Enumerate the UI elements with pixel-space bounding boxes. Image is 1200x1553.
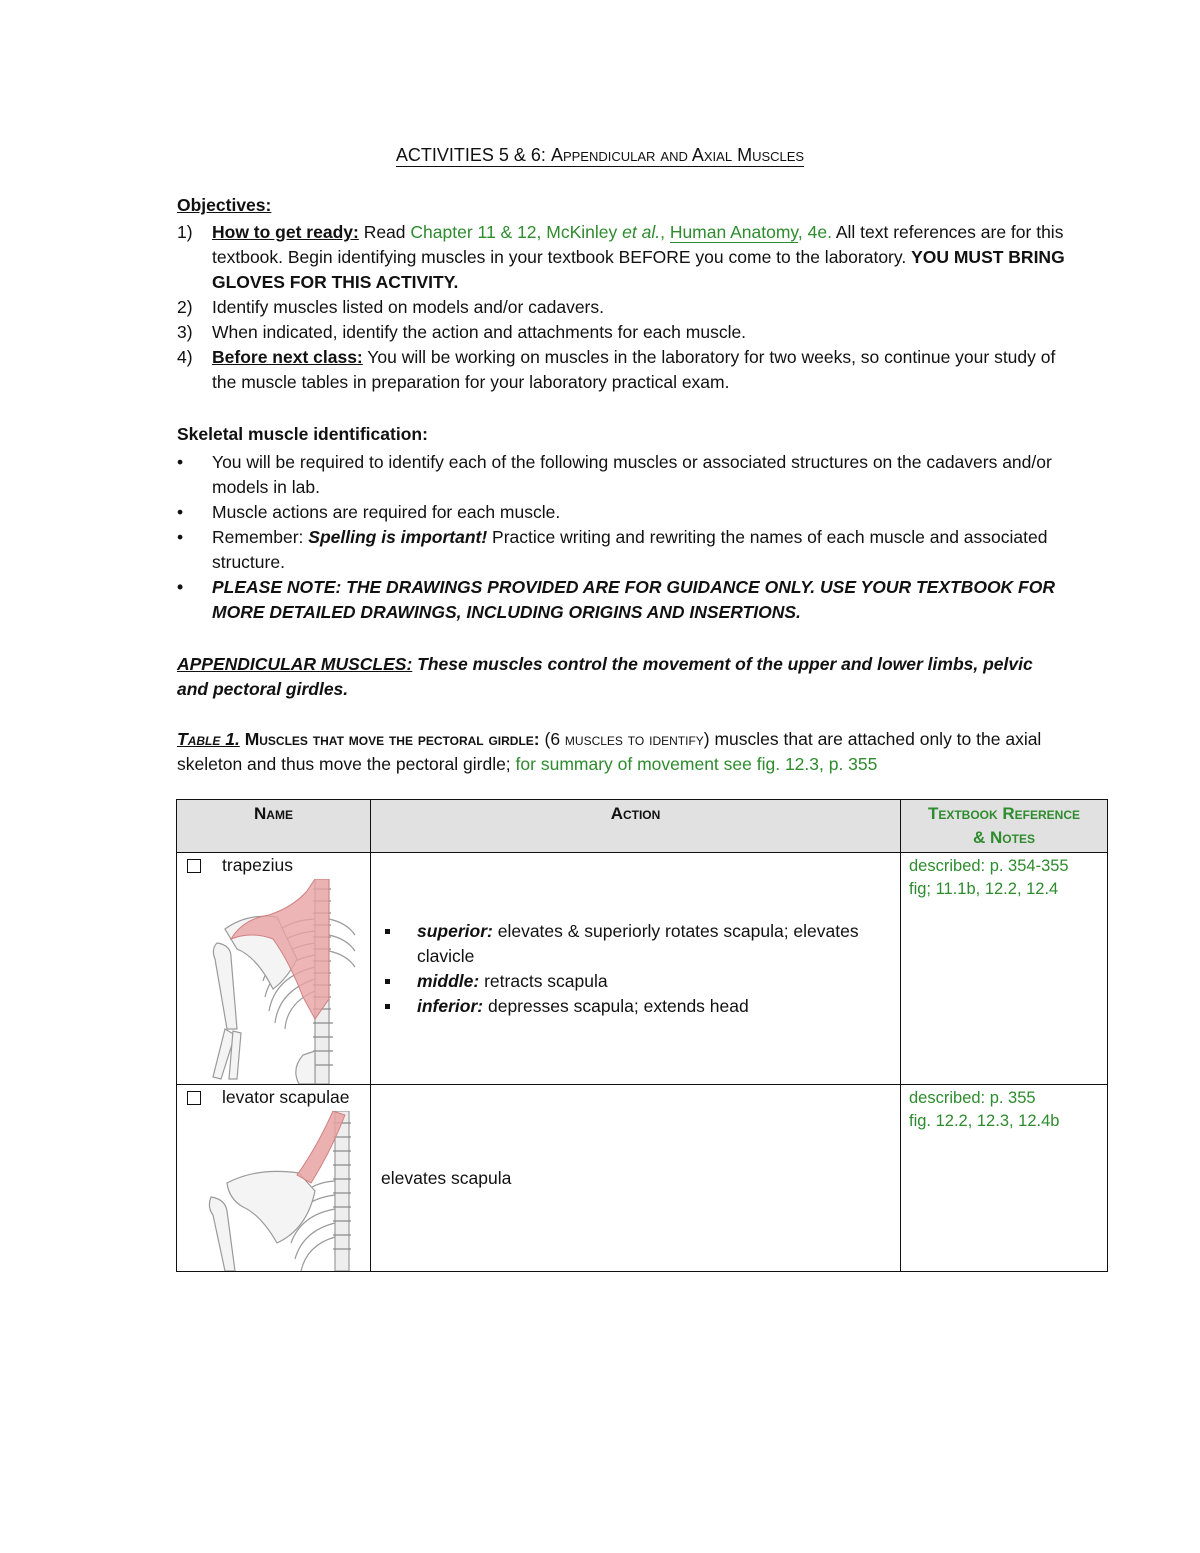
- muscle-name: trapezius: [222, 855, 294, 875]
- action-item: inferior: depresses scapula; extends head: [381, 994, 881, 1019]
- page-title: [0, 145, 1200, 166]
- action-item: superior: elevates & superiorly rotates scapula; elevates clavicle: [381, 919, 881, 969]
- action-item: middle: retracts scapula: [381, 969, 881, 994]
- title-rest: Appendicular and Axial Muscles: [550, 145, 805, 165]
- action-text: elevates scapula: [381, 1168, 512, 1188]
- objective-item-1: 1) How to get ready: Read Chapter 11 & 12, McKinley et al., Human Anatomy, 4e. All text references are for this textbook. Begin identifying muscles in your textbook BEFORE you come to the laboratory. YOU MUST BRING GLOVES FOR THIS ACTIVITY.: [177, 222, 1065, 292]
- skeletal-heading: Skeletal muscle identification:: [177, 424, 428, 444]
- objective-item-4: 4) Before next class: You will be working on muscles in the laboratory for two weeks, so continue your study of the muscle tables in preparation for your laboratory practical exam.: [177, 347, 1056, 392]
- skeletal-item-1: • You will be required to identify each of the following muscles or associated structures on the cadavers and/or models in lab.: [177, 452, 1052, 497]
- table-row: [177, 1085, 1108, 1272]
- skeletal-list: [177, 450, 1077, 625]
- table-row: [177, 853, 1108, 1085]
- levator-scapulae-illustration: [207, 1111, 357, 1271]
- checkbox[interactable]: [187, 1091, 201, 1105]
- action-cell: [371, 853, 901, 1085]
- appendicular-intro: APPENDICULAR MUSCLES: These muscles control the movement of the upper and lower limbs, pelvic and pectoral girdles.: [177, 654, 1033, 699]
- reference-line: fig; 11.1b, 12.2, 12.4: [909, 880, 1059, 898]
- name-cell: [177, 1085, 371, 1272]
- objectives-list: [177, 220, 1077, 395]
- objective-item-2: 2) Identify muscles listed on models and/or cadavers.: [177, 297, 604, 317]
- skeletal-item-2: • Muscle actions are required for each muscle.: [177, 502, 561, 522]
- action-cell: [371, 1085, 901, 1272]
- reference-cell: [901, 1085, 1108, 1272]
- header-reference: Textbook Reference & Notes: [901, 800, 1108, 853]
- objectives-heading: Objectives:: [177, 195, 272, 215]
- skeletal-item-4: • PLEASE NOTE: THE DRAWINGS PROVIDED ARE FOR GUIDANCE ONLY. USE YOUR TEXTBOOK FOR MORE DETAILED DRAWINGS, INCLUDING ORIGINS AND INSERTIONS.: [177, 577, 1055, 622]
- reference-line: described: p. 354-355: [909, 857, 1069, 875]
- table-header-row: [177, 800, 1108, 853]
- action-list: [381, 919, 881, 1019]
- reference-line: fig. 12.2, 12.3, 12.4b: [909, 1112, 1060, 1130]
- table-caption: Table 1. Muscles that move the pectoral girdle: (6 muscles to identify) muscles that are attached only to the axial skeleton and thus move the pectoral girdle; for summary of movement see fig. 12.3, p. 355: [177, 729, 1042, 774]
- checkbox[interactable]: [187, 859, 201, 873]
- reference-cell: [901, 853, 1108, 1085]
- objective-item-3: 3) When indicated, identify the action and attachments for each muscle.: [177, 322, 747, 342]
- header-action: Action: [371, 800, 901, 853]
- name-cell: [177, 853, 371, 1085]
- textbook-link[interactable]: Human Anatomy: [669, 222, 798, 242]
- title-prefix: ACTIVITIES 5 & 6:: [395, 145, 546, 165]
- trapezius-illustration: [207, 879, 357, 1084]
- muscle-table: [176, 799, 1108, 1272]
- skeletal-item-3: • Remember: Spelling is important! Practice writing and rewriting the names of each muscle and associated structure.: [177, 527, 1048, 572]
- reference-line: described: p. 355: [909, 1089, 1036, 1107]
- header-name: Name: [177, 800, 371, 853]
- muscle-name: levator scapulae: [222, 1087, 350, 1107]
